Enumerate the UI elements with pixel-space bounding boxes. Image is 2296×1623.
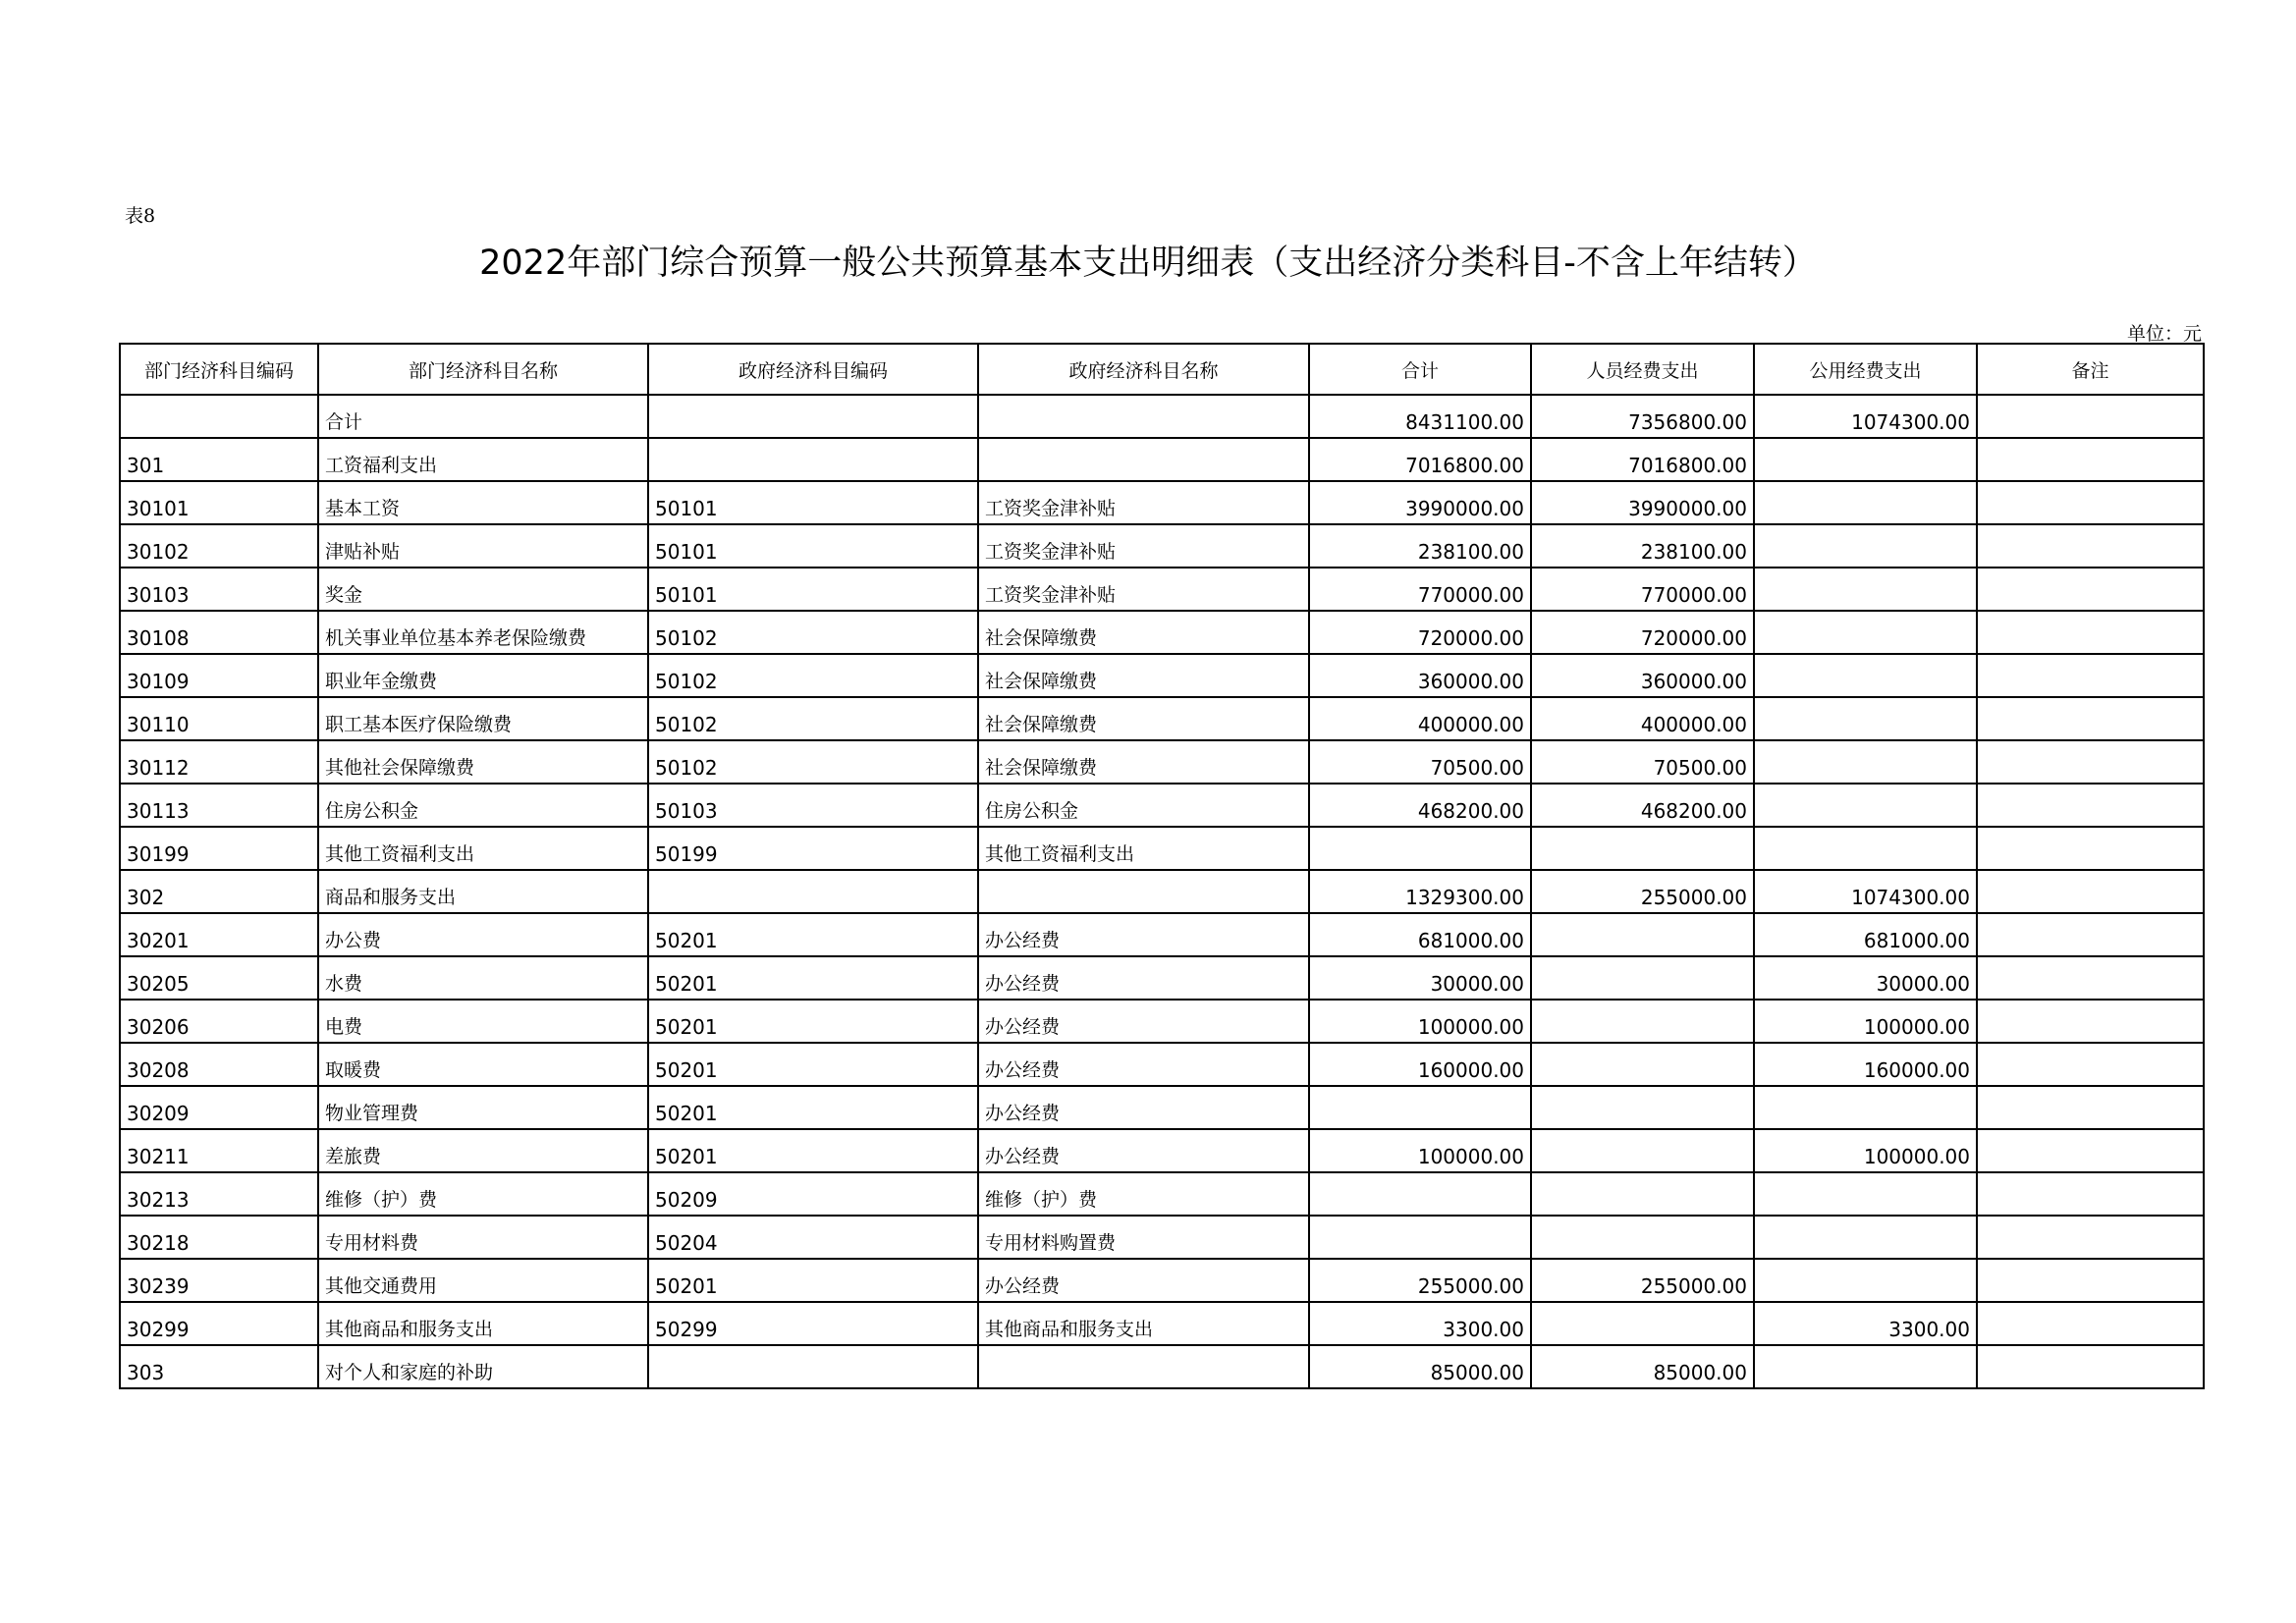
cell-gov-code: 50201 [648,1000,978,1043]
column-header-dept-code: 部门经济科目编码 [120,344,318,395]
table-row [120,611,2204,654]
cell-total: 720000.00 [1309,611,1531,654]
cell-public: 100000.00 [1754,1129,1977,1172]
cell-public [1754,568,1977,611]
cell-gov-name: 其他工资福利支出 [978,827,1309,870]
cell-note [1977,1000,2204,1043]
table-row [120,784,2204,827]
cell-gov-code: 50201 [648,1259,978,1302]
cell-dept-name: 职业年金缴费 [318,654,648,697]
cell-dept-code: 30109 [120,654,318,697]
cell-dept-name: 差旅费 [318,1129,648,1172]
cell-gov-name: 社会保障缴费 [978,611,1309,654]
cell-public [1754,740,1977,784]
cell-dept-name: 住房公积金 [318,784,648,827]
cell-gov-name: 社会保障缴费 [978,654,1309,697]
cell-personnel [1531,1302,1754,1345]
cell-gov-code [648,395,978,438]
cell-total: 100000.00 [1309,1129,1531,1172]
cell-gov-code: 50201 [648,1043,978,1086]
cell-public [1754,784,1977,827]
cell-gov-code: 50201 [648,1129,978,1172]
cell-gov-code: 50101 [648,481,978,524]
cell-personnel [1531,827,1754,870]
cell-gov-name: 专用材料购置费 [978,1216,1309,1259]
cell-public: 1074300.00 [1754,870,1977,913]
table-row [120,395,2204,438]
cell-public [1754,697,1977,740]
cell-public [1754,1086,1977,1129]
cell-dept-name: 对个人和家庭的补助 [318,1345,648,1388]
column-header-gov-code: 政府经济科目编码 [648,344,978,395]
cell-note [1977,1043,2204,1086]
cell-total: 3300.00 [1309,1302,1531,1345]
cell-dept-code: 30112 [120,740,318,784]
cell-public: 1074300.00 [1754,395,1977,438]
cell-gov-name: 办公经费 [978,956,1309,1000]
cell-note [1977,395,2204,438]
cell-gov-code [648,1345,978,1388]
cell-public [1754,1216,1977,1259]
cell-note [1977,697,2204,740]
cell-dept-name: 办公费 [318,913,648,956]
cell-personnel [1531,1172,1754,1216]
cell-dept-code: 30113 [120,784,318,827]
cell-dept-name: 电费 [318,1000,648,1043]
cell-note [1977,913,2204,956]
cell-note [1977,1345,2204,1388]
cell-total: 100000.00 [1309,1000,1531,1043]
cell-dept-name: 物业管理费 [318,1086,648,1129]
cell-note [1977,827,2204,870]
cell-note [1977,654,2204,697]
table-row [120,438,2204,481]
cell-dept-code: 30213 [120,1172,318,1216]
column-header-note: 备注 [1977,344,2204,395]
cell-dept-name: 职工基本医疗保险缴费 [318,697,648,740]
cell-dept-code: 30103 [120,568,318,611]
cell-gov-code [648,870,978,913]
cell-total: 8431100.00 [1309,395,1531,438]
table-row [120,481,2204,524]
cell-note [1977,1259,2204,1302]
table-row [120,1216,2204,1259]
cell-public [1754,481,1977,524]
column-header-public: 公用经费支出 [1754,344,1977,395]
cell-gov-name: 办公经费 [978,1129,1309,1172]
cell-note [1977,1302,2204,1345]
cell-note [1977,611,2204,654]
cell-gov-name: 住房公积金 [978,784,1309,827]
cell-dept-code: 30209 [120,1086,318,1129]
cell-gov-code: 50201 [648,913,978,956]
cell-gov-code: 50103 [648,784,978,827]
cell-dept-code: 301 [120,438,318,481]
cell-gov-code: 50199 [648,827,978,870]
cell-note [1977,784,2204,827]
cell-public [1754,1172,1977,1216]
cell-dept-code [120,395,318,438]
cell-dept-code: 30206 [120,1000,318,1043]
cell-gov-code: 50102 [648,697,978,740]
cell-total: 255000.00 [1309,1259,1531,1302]
cell-note [1977,956,2204,1000]
table-row [120,913,2204,956]
cell-gov-code: 50204 [648,1216,978,1259]
cell-gov-name: 办公经费 [978,1259,1309,1302]
cell-personnel: 720000.00 [1531,611,1754,654]
cell-total: 30000.00 [1309,956,1531,1000]
budget-table [119,343,2205,1389]
cell-dept-name: 机关事业单位基本养老保险缴费 [318,611,648,654]
cell-dept-code: 30110 [120,697,318,740]
cell-note [1977,740,2204,784]
cell-gov-name: 社会保障缴费 [978,740,1309,784]
column-header-personnel: 人员经费支出 [1531,344,1754,395]
cell-personnel: 70500.00 [1531,740,1754,784]
cell-gov-code: 50101 [648,568,978,611]
table-row [120,827,2204,870]
cell-personnel: 770000.00 [1531,568,1754,611]
cell-dept-code: 30239 [120,1259,318,1302]
cell-gov-code: 50102 [648,611,978,654]
cell-gov-name [978,395,1309,438]
cell-gov-name: 办公经费 [978,913,1309,956]
cell-note [1977,1129,2204,1172]
cell-gov-code: 50299 [648,1302,978,1345]
cell-dept-code: 30101 [120,481,318,524]
cell-gov-name [978,1345,1309,1388]
cell-total: 468200.00 [1309,784,1531,827]
cell-note [1977,481,2204,524]
cell-total: 1329300.00 [1309,870,1531,913]
cell-personnel: 7016800.00 [1531,438,1754,481]
cell-gov-name: 办公经费 [978,1043,1309,1086]
cell-dept-name: 其他社会保障缴费 [318,740,648,784]
cell-dept-name: 奖金 [318,568,648,611]
cell-dept-name: 基本工资 [318,481,648,524]
table-row [120,1000,2204,1043]
cell-public: 681000.00 [1754,913,1977,956]
column-header-total: 合计 [1309,344,1531,395]
cell-personnel: 7356800.00 [1531,395,1754,438]
table-row [120,568,2204,611]
table-row [120,697,2204,740]
cell-gov-name: 其他商品和服务支出 [978,1302,1309,1345]
cell-gov-name: 工资奖金津补贴 [978,568,1309,611]
cell-personnel [1531,1086,1754,1129]
cell-personnel [1531,1000,1754,1043]
cell-total: 360000.00 [1309,654,1531,697]
table-row [120,1043,2204,1086]
cell-dept-code: 30211 [120,1129,318,1172]
cell-gov-name: 工资奖金津补贴 [978,481,1309,524]
cell-public [1754,524,1977,568]
cell-gov-name: 办公经费 [978,1000,1309,1043]
table-row [120,1086,2204,1129]
cell-gov-code: 50201 [648,956,978,1000]
cell-public: 30000.00 [1754,956,1977,1000]
cell-public: 3300.00 [1754,1302,1977,1345]
table-row [120,654,2204,697]
cell-gov-name [978,870,1309,913]
cell-dept-name: 工资福利支出 [318,438,648,481]
cell-personnel: 400000.00 [1531,697,1754,740]
cell-dept-code: 302 [120,870,318,913]
cell-gov-name: 社会保障缴费 [978,697,1309,740]
cell-total: 7016800.00 [1309,438,1531,481]
cell-note [1977,524,2204,568]
cell-note [1977,568,2204,611]
cell-total: 770000.00 [1309,568,1531,611]
cell-total [1309,1172,1531,1216]
cell-total [1309,827,1531,870]
cell-public [1754,611,1977,654]
cell-personnel: 255000.00 [1531,1259,1754,1302]
cell-dept-code: 30199 [120,827,318,870]
cell-dept-name: 维修（护）费 [318,1172,648,1216]
cell-public [1754,1345,1977,1388]
cell-total: 238100.00 [1309,524,1531,568]
table-row [120,1259,2204,1302]
cell-note [1977,1086,2204,1129]
cell-dept-name: 其他交通费用 [318,1259,648,1302]
column-header-dept-name: 部门经济科目名称 [318,344,648,395]
table-number-label: 表8 [125,205,156,227]
unit-label: 单位：元 [2126,323,2202,345]
cell-personnel [1531,1129,1754,1172]
cell-dept-name: 水费 [318,956,648,1000]
cell-public [1754,438,1977,481]
page-title: 2022年部门综合预算一般公共预算基本支出明细表（支出经济分类科目-不含上年结转） [479,243,1817,283]
cell-dept-code: 30208 [120,1043,318,1086]
table-row [120,1302,2204,1345]
cell-dept-code: 303 [120,1345,318,1388]
cell-note [1977,1216,2204,1259]
cell-dept-code: 30218 [120,1216,318,1259]
cell-dept-name: 津贴补贴 [318,524,648,568]
cell-public: 100000.00 [1754,1000,1977,1043]
cell-note [1977,1172,2204,1216]
cell-total: 70500.00 [1309,740,1531,784]
cell-personnel: 3990000.00 [1531,481,1754,524]
cell-total: 3990000.00 [1309,481,1531,524]
cell-public [1754,654,1977,697]
cell-total: 400000.00 [1309,697,1531,740]
cell-personnel [1531,1216,1754,1259]
cell-personnel: 360000.00 [1531,654,1754,697]
table-row [120,1172,2204,1216]
cell-total [1309,1086,1531,1129]
cell-personnel: 255000.00 [1531,870,1754,913]
cell-personnel [1531,913,1754,956]
cell-public [1754,1259,1977,1302]
table-row [120,1129,2204,1172]
cell-dept-code: 30108 [120,611,318,654]
cell-dept-name: 商品和服务支出 [318,870,648,913]
cell-personnel: 238100.00 [1531,524,1754,568]
table-row [120,956,2204,1000]
cell-public: 160000.00 [1754,1043,1977,1086]
cell-gov-code: 50102 [648,740,978,784]
cell-total: 160000.00 [1309,1043,1531,1086]
table-row [120,740,2204,784]
cell-personnel: 468200.00 [1531,784,1754,827]
cell-gov-name [978,438,1309,481]
cell-dept-code: 30299 [120,1302,318,1345]
cell-dept-code: 30201 [120,913,318,956]
cell-total: 681000.00 [1309,913,1531,956]
cell-dept-name: 合计 [318,395,648,438]
cell-dept-name: 其他商品和服务支出 [318,1302,648,1345]
cell-gov-name: 维修（护）费 [978,1172,1309,1216]
cell-note [1977,870,2204,913]
table-row [120,1345,2204,1388]
cell-total: 85000.00 [1309,1345,1531,1388]
cell-total [1309,1216,1531,1259]
cell-dept-name: 专用材料费 [318,1216,648,1259]
table-body [120,395,2204,1388]
cell-gov-code: 50201 [648,1086,978,1129]
cell-dept-name: 其他工资福利支出 [318,827,648,870]
column-header-gov-name: 政府经济科目名称 [978,344,1309,395]
cell-public [1754,827,1977,870]
cell-gov-code: 50102 [648,654,978,697]
cell-gov-name: 办公经费 [978,1086,1309,1129]
cell-dept-code: 30102 [120,524,318,568]
cell-gov-code: 50209 [648,1172,978,1216]
table-row [120,524,2204,568]
cell-gov-code [648,438,978,481]
cell-note [1977,438,2204,481]
table-row [120,870,2204,913]
cell-dept-name: 取暖费 [318,1043,648,1086]
cell-gov-name: 工资奖金津补贴 [978,524,1309,568]
table-header-row [120,344,2204,395]
cell-gov-code: 50101 [648,524,978,568]
cell-dept-code: 30205 [120,956,318,1000]
cell-personnel: 85000.00 [1531,1345,1754,1388]
cell-personnel [1531,1043,1754,1086]
cell-personnel [1531,956,1754,1000]
